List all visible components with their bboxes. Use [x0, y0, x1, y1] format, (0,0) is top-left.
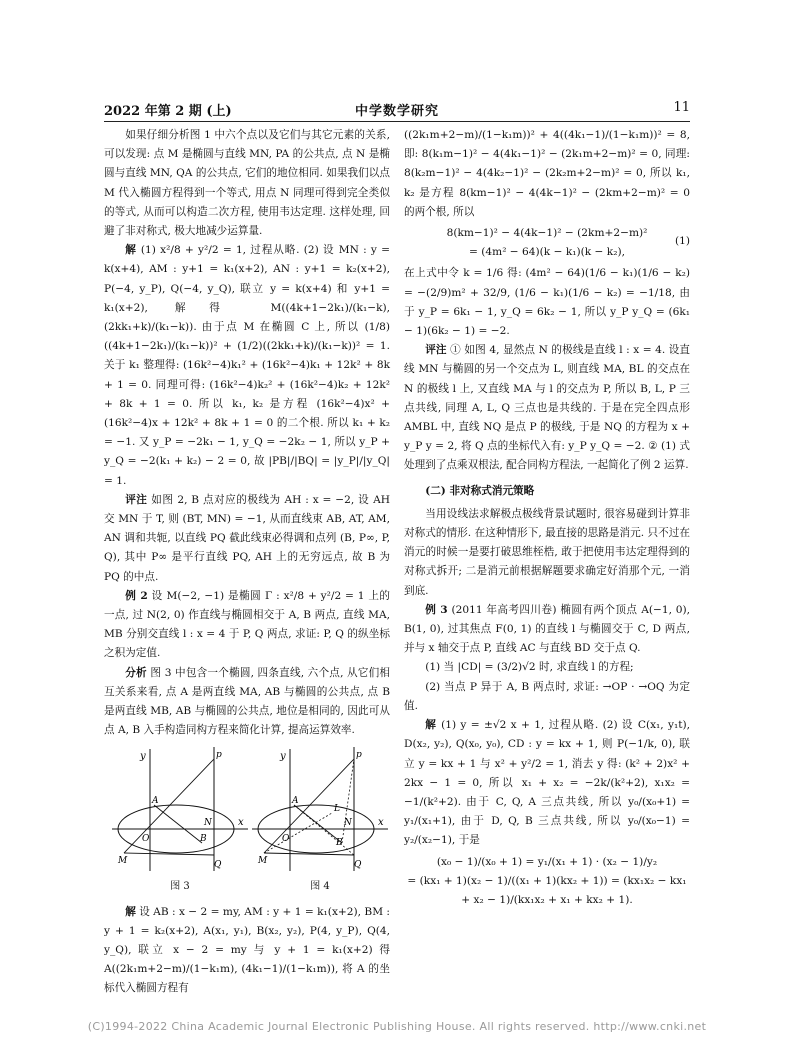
- point-a-label: A: [292, 795, 299, 806]
- solution-paragraph: [404, 716, 690, 850]
- solution-label: 解: [425, 719, 437, 732]
- axis-y-label: y: [280, 750, 286, 762]
- point-q-label: Q: [214, 859, 222, 870]
- page-number: 11: [673, 100, 690, 115]
- point-n-label: N: [344, 817, 352, 828]
- question-1: (1) 当 |CD| = (3/2)√2 时, 求直线 l 的方程;: [425, 661, 634, 674]
- left-column: [104, 126, 390, 999]
- example-paragraph: [104, 587, 390, 664]
- question-2: (2) 当点 P 异于 A, B 两点时, 求证: →OP · →OQ 为定值.: [404, 680, 690, 712]
- paragraph: 在上式中令 k = 1/6 得: (4m² − 64)(1/6 − k₁)(1/6 − k₂) = −(2/9)m² + 32/9, (1/6 − k₁)(1/6 − k₂) = −1/18, 由于 y_P = 6k₁ − 1, y_Q = 6k₂ − 1, 所以 y_P y_Q = (6k₁ − 1)(6k₂ − 1) = −2.: [404, 267, 690, 338]
- analysis-paragraph: [104, 664, 390, 741]
- solution-text: (1) x²/8 + y²/2 = 1, 过程从略. (2) 设 MN : y = k(x+4), AM : y+1 = k₁(x+2), AN : y+1 = k₂(x+2), P(−4, y_P), Q(−4, y_Q), 联立 y = k(x+4) 和 y+1 = k₁(x+2), 解得 M((4k+1−2k₁)/(k₁−k), (2kk₁+k)/(k₁−k)). 由于点 M 在椭圆 C 上, 所以 (1/8)((4k+1−2k₁)/(k₁−k))² + (1/2)((2kk₁+k)/(k₁−k))² = 1. 关于 k₁ 整理得: (16k²−4)k₁² + (16k²−4)k₁ + 12k² + 8k + 1 = 0. 同理可得: (16k²−4)k₂² + (16k²−4)k₂ + 12k² + 8k + 1 = 0. 所以 k₁, k₂ 是方程 (16k²−4)x² + (16k²−4)x + 12k² + 8k + 1 = 0 的二个根. 所以 k₁ + k₂ = −1. 又 y_P = −2k₁ − 1, y_Q = −2k₂ − 1, 所以 y_P + y_Q = −2(k₁ + k₂) − 2 = 0, 故 |PB|/|BQ| = |y_P|/|y_Q| = 1.: [104, 244, 390, 487]
- point-b-label: B: [336, 837, 343, 848]
- equation-number: (1): [674, 235, 690, 248]
- equation-1: [404, 224, 690, 262]
- issue-label: 2022 年第 2 期 (上): [104, 104, 232, 119]
- point-a-label: A: [152, 795, 159, 806]
- figure-4-caption: 图 4: [310, 880, 330, 892]
- figure-3: [110, 745, 250, 875]
- equation-line: = (kx₁ + 1)(x₂ − 1)/((x₁ + 1)(kx₂ + 1)) = (kx₁x₂ − kx₁ + x₂ − 1)/(kx₁x₂ + x₁ + kx₂ + 1).: [407, 874, 687, 906]
- equation-2: [404, 853, 690, 911]
- example-label: 例 2: [125, 589, 148, 602]
- axis-x-label: x: [238, 816, 244, 828]
- paragraph: 如果仔细分析图 1 中六个点以及它们与其它元素的关系, 可以发现: 点 M 是椭圆与直线 MN, PA 的公共点, 点 N 是椭圆与直线 MN, QA 的公共点, 它们的地位相同. 如果我们以点 M 代入椭圆方程得到一个等式, 用点 N 同理可得到完全类似的等式, 从而可以构造二次方程, 使用韦达定理. 这样处理, 回避了非对称式, 极大地减少运算量.: [104, 129, 390, 238]
- equation-line: (x₀ − 1)/(x₀ + 1) = y₁/(x₁ + 1) · (x₂ − 1)/y₂: [436, 855, 658, 868]
- origin-label: O: [142, 833, 150, 844]
- point-m-label: M: [258, 855, 268, 866]
- point-p-label: p: [356, 749, 362, 760]
- comment-label: 评注: [425, 344, 447, 357]
- paragraph: ((2k₁m+2−m)/(1−k₁m))² + 4((4k₁−1)/(1−k₁m))² = 8, 即: 8(k₁m−1)² − 4(4k₁−1)² − (2k₁m+2−m)² = 0, 同理: 8(k₂m−1)² − 4(4k₂−1)² − (2k₂m+2−m)² = 0, 所以 k₁, k₂ 是方程 8(km−1)² − 4(4k−1)² − (2km+2−m)² = 0 的两个根, 所以: [404, 129, 690, 218]
- paragraph: 当用设线法求解极点极线背景试题时, 很容易碰到计算非对称式的情形. 在这种情形下, 最直接的思路是消元. 只不过在消元的时候一是要打破思维桎梏, 敢于把使用韦达定理得到的对称式拆开; 二是消元前根据解题要求确定好消那个元, 一消到底.: [404, 507, 690, 597]
- point-l-label: L: [334, 803, 340, 814]
- point-q-label: Q: [354, 859, 362, 870]
- solution-text: 设 AB : x − 2 = my, AM : y + 1 = k₁(x+2), BM : y + 1 = k₂(x+2), A(x₁, y₁), B(x₂, y₂), P(4, y_P), Q(4, y_Q), 联立 x − 2 = my 与 y + 1 = k₁(x+2) 得 A((2k₁m+2−m)/(1−k₁m), (4k₁−1)/(1−k₁m)), 将 A 的坐标代入椭圆方程有: [104, 905, 390, 995]
- point-m-label: M: [118, 855, 128, 866]
- solution-paragraph: [104, 903, 390, 999]
- comment-text: 如图 2, B 点对应的极线为 AH : x = −2, 设 AH 交 MN 于 T, 则 (BT, MN) = −1, 从而直线束 AB, AT, AM, AN 调和共轭, 以直线 PQ 截此线束必得调和点列 (B, P∞, P, Q), 其中 P∞ 是平行直线 PQ, AH 上的无穷远点, 故 B 为 PQ 的中点.: [104, 493, 391, 583]
- example-text: 设 M(−2, −1) 是椭圆 Γ : x²/8 + y²/2 = 1 上的一点, 过 N(2, 0) 作直线与椭圆相交于 A, B 两点, 直线 MA, MB 分别交直线 l : x = 4 于 P, Q 两点, 求证: P, Q 的纵坐标之积为定值.: [104, 589, 390, 660]
- point-p-label: p: [216, 749, 222, 760]
- equation-line: 8(km−1)² − 4(4k−1)² − (2km+2−m)²: [446, 227, 648, 240]
- figure-3-caption: 图 3: [170, 880, 190, 892]
- analysis-text: 图 3 中包含一个椭圆, 四条直线, 六个点, 从它们相互关系来看, 点 A 是两直线 MA, AB 与椭圆的公共点, 点 B 是两直线 MB, AB 与椭圆的公共点, 地位是相同的, 因此可从点 A, B 入手构造同构方程来简化计算, 提高运算效率.: [104, 666, 390, 737]
- journal-title: 中学数学研究: [354, 104, 439, 119]
- point-b-label: B: [200, 833, 207, 844]
- example-label: 例 3: [425, 603, 448, 616]
- origin-label: O: [282, 833, 290, 844]
- comment-text: ① 如图 4, 显然点 N 的极线是直线 l : x = 4. 设直线 MN 与椭圆的另一个交点为 L, 则直线 MA, BL 的交点在 N 的极线 l 上, 又直线 MA 与 l 的交点为 P, 所以 B, L, P 三点共线, 同理 A, L, Q 三点也是共线的. 于是在完全四点形 AMBL 中, 直线 NQ 是点 P 的极线, 于是 NQ 的方程为 x + y_P y = 2, 将 Q 点的坐标代入有: y_P y_Q = −2. ② (1) 式处理到了点乘双根法, 配合同构方程法, 一起简化了例 2 运算.: [404, 344, 691, 472]
- solution-paragraph: [104, 241, 390, 491]
- axis-y-label: y: [140, 750, 146, 762]
- example-paragraph: [404, 601, 690, 659]
- comment-paragraph: [104, 491, 390, 587]
- equation-line: = (4m² − 64)(k − k₁)(k − k₂),: [469, 246, 625, 259]
- axis-x-label: x: [378, 816, 384, 828]
- page-header: [104, 98, 690, 120]
- copyright-footer: (C)1994-2022 China Academic Journal Electronic Publishing House. All rights reserved. http://www.cnki.net: [87, 1020, 707, 1033]
- example-text: (2011 年高考四川卷) 椭圆有两个顶点 A(−1, 0), B(1, 0), 过其焦点 F(0, 1) 的直线 l 与椭圆交于 C, D 两点, 并与 x 轴交于点 P, 直线 AC 与直线 BD 交于点 Q.: [404, 603, 691, 655]
- right-column: [404, 126, 690, 912]
- header-rule: [104, 121, 690, 122]
- figures: [104, 745, 390, 903]
- comment-label: 评注: [125, 493, 148, 506]
- solution-label: 解: [125, 244, 137, 257]
- solution-text: (1) y = ±√2 x + 1, 过程从略. (2) 设 C(x₁, y₁t), D(x₂, y₂), Q(x₀, y₀), CD : y = kx + 1, 则 P(−1/k, 0), 联立 y = kx + 1 与 x² + y²/2 = 1, 消去 y 得: (k² + 2)x² + 2kx − 1 = 0, 所以 x₁ + x₂ = −2k/(k²+2), x₁x₂ = −1/(k²+2). 由于 C, Q, A 三点共线, 所以 y₀/(x₀+1) = y₁/(x₁+1), 由于 D, Q, B 三点共线, 所以 y₀/(x₀−1) = y₂/(x₂−1), 于是: [404, 719, 690, 847]
- comment-paragraph: [404, 341, 690, 475]
- section-title: (二) 非对称式消元策略: [425, 484, 535, 497]
- point-n-label: N: [204, 817, 212, 828]
- analysis-label: 分析: [125, 666, 147, 679]
- figure-4: [250, 745, 390, 875]
- solution-label: 解: [125, 905, 136, 918]
